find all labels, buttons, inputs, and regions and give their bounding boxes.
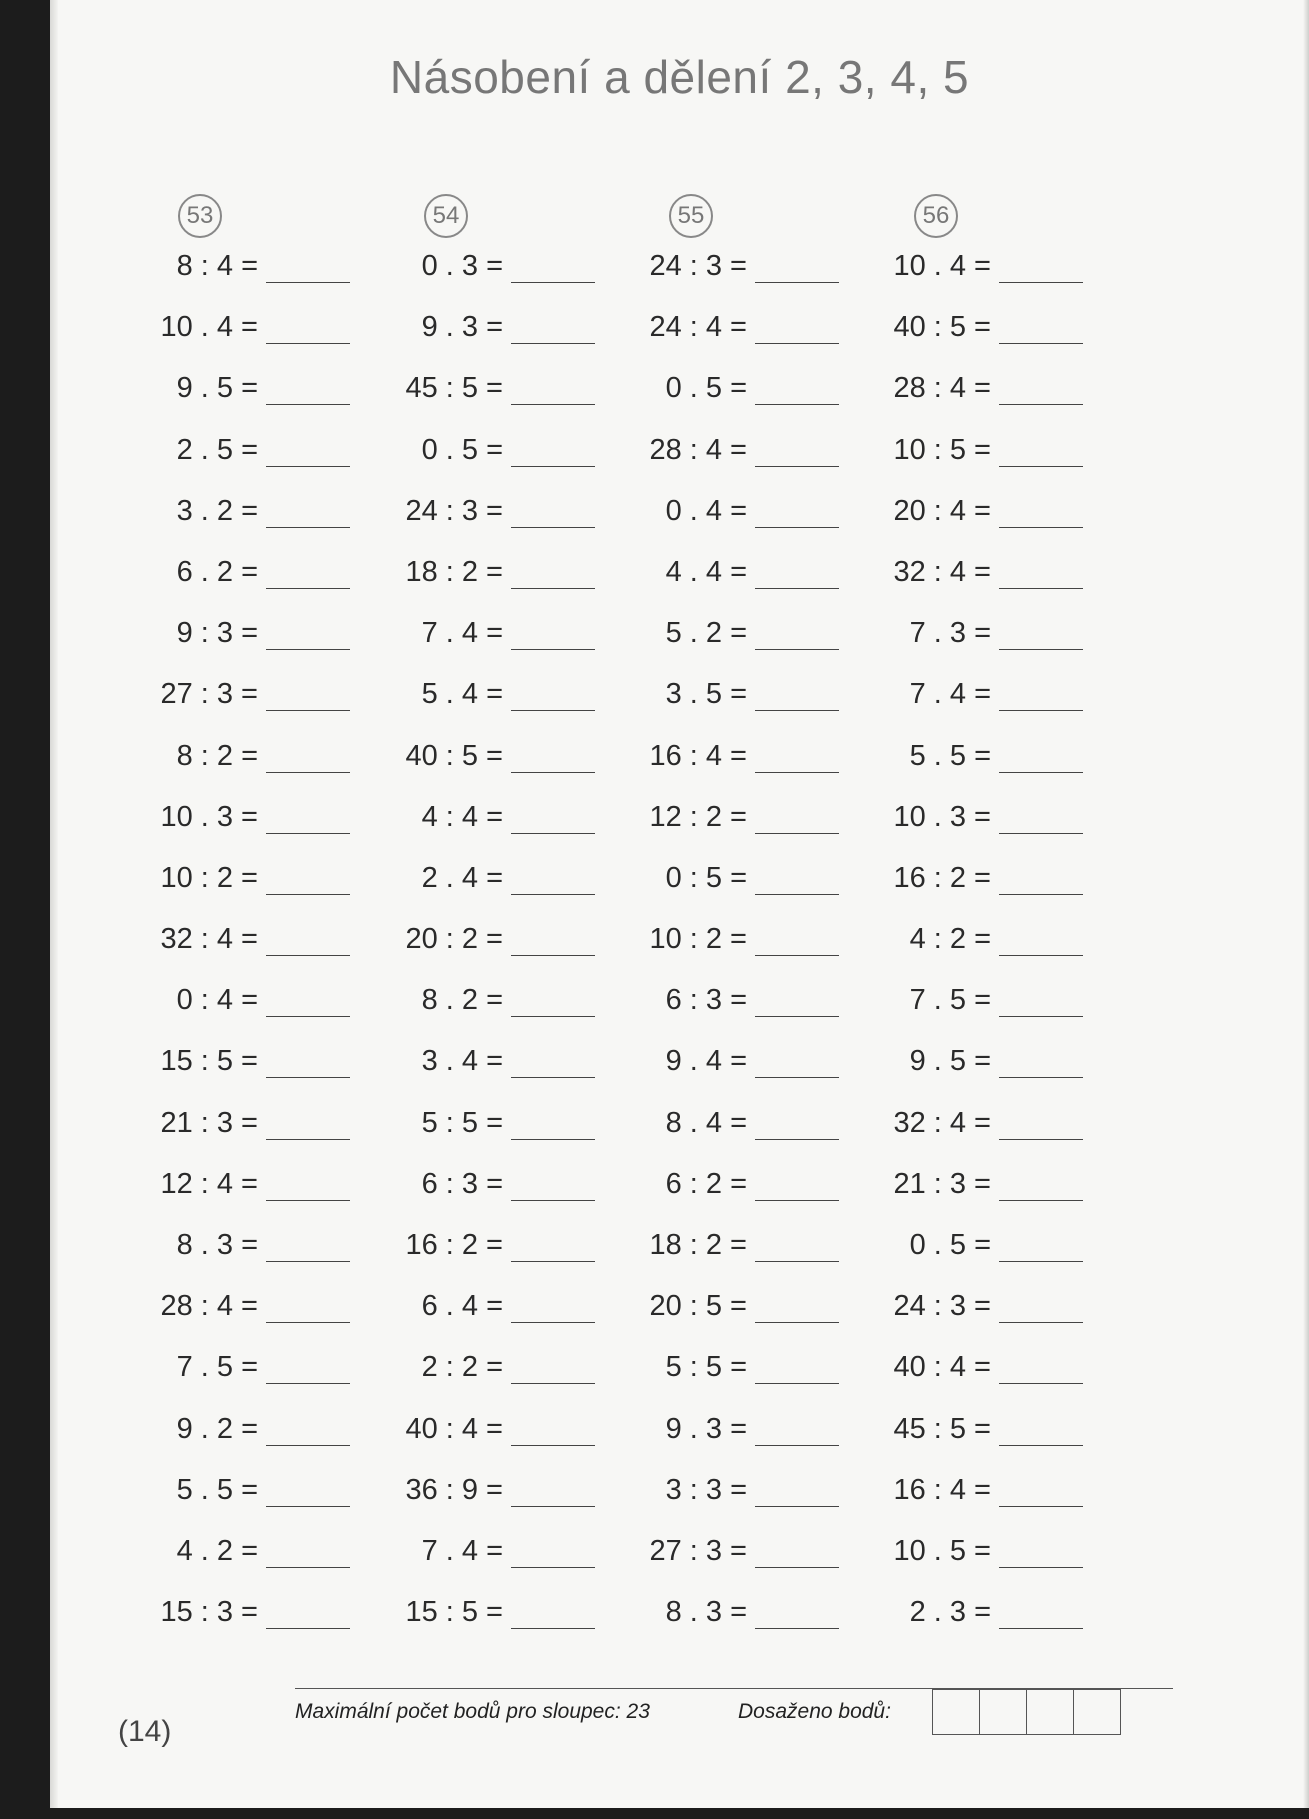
- problem-row: [145, 1164, 365, 1225]
- answer-blank[interactable]: [511, 710, 595, 711]
- answer-blank[interactable]: [511, 1139, 595, 1140]
- problem-row: [145, 1347, 365, 1408]
- answer-blank[interactable]: [999, 588, 1083, 589]
- problem-expression: 18 : 2 =: [649, 1229, 747, 1261]
- answer-blank[interactable]: [755, 466, 839, 467]
- problem-row: [635, 246, 855, 307]
- answer-blank[interactable]: [511, 588, 595, 589]
- problem-row: [635, 919, 855, 980]
- score-box[interactable]: [1074, 1689, 1121, 1735]
- problem-row: [145, 1592, 365, 1653]
- problem-row: [145, 1409, 365, 1470]
- problem-row: [880, 1164, 1100, 1225]
- problem-row: [390, 552, 610, 613]
- column-number-badge: 55: [669, 194, 713, 238]
- problem-row: [145, 1531, 365, 1592]
- problem-expression: 40 : 5 =: [893, 311, 991, 344]
- problem-expression: 4 . 4 =: [665, 555, 747, 588]
- answer-blank[interactable]: [999, 282, 1083, 283]
- problem-list: [390, 246, 610, 1653]
- answer-blank[interactable]: [266, 404, 350, 405]
- answer-blank[interactable]: [755, 527, 839, 528]
- answer-blank[interactable]: [999, 894, 1083, 895]
- answer-blank[interactable]: [511, 282, 595, 283]
- answer-blank[interactable]: [266, 1077, 350, 1078]
- answer-blank[interactable]: [511, 1261, 595, 1262]
- problem-row: [390, 1286, 610, 1347]
- answer-blank[interactable]: [266, 282, 350, 283]
- answer-blank[interactable]: [999, 1016, 1083, 1017]
- answer-blank[interactable]: [755, 343, 839, 344]
- problem-row: [880, 613, 1100, 674]
- problem-row: [390, 1347, 610, 1408]
- problem-row: [880, 797, 1100, 858]
- problem-expression: 45 : 5 =: [405, 372, 503, 405]
- problem-expression: 7 . 5 =: [909, 984, 991, 1017]
- answer-blank[interactable]: [511, 1628, 595, 1629]
- problem-row: [635, 368, 855, 429]
- problem-expression: 27 : 3 =: [160, 678, 258, 711]
- problem-expression: 5 : 5 =: [421, 1106, 503, 1139]
- problem-expression: 5 . 5 =: [909, 739, 991, 772]
- answer-blank[interactable]: [999, 1445, 1083, 1446]
- problem-expression: 9 . 5 =: [909, 1045, 991, 1078]
- problem-expression: 24 : 3 =: [649, 250, 747, 282]
- answer-blank[interactable]: [755, 649, 839, 650]
- answer-blank[interactable]: [266, 1383, 350, 1384]
- problem-row: [635, 491, 855, 552]
- problem-row: [390, 1041, 610, 1102]
- problem-expression: 0 . 5 =: [421, 433, 503, 466]
- column-number-badge: 53: [178, 194, 222, 238]
- problem-row: [145, 1041, 365, 1102]
- problem-row: [390, 919, 610, 980]
- problem-expression: 3 : 3 =: [665, 1473, 747, 1506]
- problem-row: [635, 736, 855, 797]
- problem-expression: 15 : 3 =: [160, 1596, 258, 1629]
- problem-expression: 7 . 4 =: [909, 678, 991, 711]
- answer-blank[interactable]: [266, 649, 350, 650]
- problem-row: [635, 1225, 855, 1286]
- answer-blank[interactable]: [511, 1383, 595, 1384]
- problem-expression: 16 : 4 =: [649, 739, 747, 772]
- problem-row: [145, 430, 365, 491]
- problem-expression: 20 : 2 =: [405, 923, 503, 956]
- page-left-edge: [50, 0, 58, 1808]
- problem-expression: 2 . 4 =: [421, 861, 503, 894]
- problem-row: [145, 858, 365, 919]
- problem-expression: 32 : 4 =: [160, 923, 258, 956]
- problem-row: [390, 307, 610, 368]
- problem-expression: 10 : 5 =: [893, 433, 991, 466]
- problem-row: [635, 613, 855, 674]
- answer-blank[interactable]: [755, 894, 839, 895]
- problem-expression: 8 . 3 =: [176, 1229, 258, 1261]
- answer-blank[interactable]: [999, 343, 1083, 344]
- problem-row: [390, 1592, 610, 1653]
- problem-expression: 9 . 4 =: [665, 1045, 747, 1078]
- problem-expression: 8 : 2 =: [176, 739, 258, 772]
- problem-row: [390, 1103, 610, 1164]
- answer-blank[interactable]: [266, 1261, 350, 1262]
- page-number: (14): [118, 1715, 172, 1748]
- problem-expression: 21 : 3 =: [160, 1106, 258, 1139]
- score-boxes: [932, 1689, 1121, 1735]
- answer-blank[interactable]: [511, 1322, 595, 1323]
- problem-row: [880, 1409, 1100, 1470]
- problem-expression: 40 : 4 =: [405, 1412, 503, 1445]
- answer-blank[interactable]: [755, 772, 839, 773]
- problem-row: [880, 491, 1100, 552]
- answer-blank[interactable]: [266, 527, 350, 528]
- problem-row: [390, 797, 610, 858]
- problem-row: [390, 1409, 610, 1470]
- problem-row: [145, 613, 365, 674]
- answer-blank[interactable]: [755, 1261, 839, 1262]
- problem-row: [145, 1470, 365, 1531]
- answer-blank[interactable]: [999, 1200, 1083, 1201]
- answer-blank[interactable]: [511, 1506, 595, 1507]
- answer-blank[interactable]: [999, 1567, 1083, 1568]
- problem-expression: 8 : 4 =: [176, 250, 258, 282]
- answer-blank[interactable]: [266, 955, 350, 956]
- answer-blank[interactable]: [266, 772, 350, 773]
- score-box[interactable]: [980, 1689, 1027, 1735]
- problem-expression: 10 . 3 =: [160, 800, 258, 833]
- answer-blank[interactable]: [999, 1077, 1083, 1078]
- problem-expression: 15 : 5 =: [405, 1596, 503, 1629]
- problem-expression: 20 : 5 =: [649, 1290, 747, 1323]
- problem-expression: 9 . 3 =: [665, 1412, 747, 1445]
- problem-row: [390, 1225, 610, 1286]
- answer-blank[interactable]: [511, 1567, 595, 1568]
- answer-blank[interactable]: [511, 1445, 595, 1446]
- problem-expression: 4 . 2 =: [176, 1534, 258, 1567]
- answer-blank[interactable]: [511, 649, 595, 650]
- problem-row: [390, 980, 610, 1041]
- problem-row: [145, 307, 365, 368]
- problem-expression: 40 : 4 =: [893, 1351, 991, 1384]
- answer-blank[interactable]: [999, 772, 1083, 773]
- problem-expression: 5 . 5 =: [176, 1473, 258, 1506]
- problem-row: [635, 1592, 855, 1653]
- answer-blank[interactable]: [755, 710, 839, 711]
- problem-expression: 9 : 3 =: [176, 617, 258, 650]
- problem-row: [390, 736, 610, 797]
- answer-blank[interactable]: [755, 1383, 839, 1384]
- answer-blank[interactable]: [755, 404, 839, 405]
- answer-blank[interactable]: [755, 1200, 839, 1201]
- column-number-badge: 54: [424, 194, 468, 238]
- page-title: Násobení a dělení 2, 3, 4, 5: [389, 51, 970, 103]
- answer-blank[interactable]: [999, 1383, 1083, 1384]
- problem-expression: 4 : 4 =: [421, 800, 503, 833]
- answer-blank[interactable]: [755, 1628, 839, 1629]
- problem-row: [145, 736, 365, 797]
- problem-row: [145, 246, 365, 307]
- problem-expression: 10 . 4 =: [160, 311, 258, 344]
- problem-expression: 10 . 3 =: [893, 800, 991, 833]
- problem-expression: 10 : 2 =: [649, 923, 747, 956]
- problem-row: [145, 797, 365, 858]
- problem-row: [635, 858, 855, 919]
- problem-expression: 9 . 2 =: [176, 1412, 258, 1445]
- problem-expression: 9 . 3 =: [421, 311, 503, 344]
- problem-row: [880, 1103, 1100, 1164]
- answer-blank[interactable]: [511, 955, 595, 956]
- problem-expression: 2 . 5 =: [176, 433, 258, 466]
- problem-expression: 0 . 4 =: [665, 494, 747, 527]
- problem-expression: 7 . 5 =: [176, 1351, 258, 1384]
- max-points-label: Maximální počet bodů pro sloupec: 23: [295, 1700, 650, 1723]
- answer-blank[interactable]: [266, 1139, 350, 1140]
- problem-expression: 2 . 3 =: [909, 1596, 991, 1629]
- answer-blank[interactable]: [999, 466, 1083, 467]
- problem-row: [145, 1103, 365, 1164]
- problem-expression: 0 : 5 =: [665, 861, 747, 894]
- problem-expression: 7 . 3 =: [909, 617, 991, 650]
- problem-expression: 12 : 4 =: [160, 1167, 258, 1200]
- answer-blank[interactable]: [266, 833, 350, 834]
- problem-expression: 24 : 4 =: [649, 311, 747, 344]
- problem-row: [390, 430, 610, 491]
- problem-expression: 3 . 2 =: [176, 494, 258, 527]
- answer-blank[interactable]: [999, 1628, 1083, 1629]
- problem-row: [880, 674, 1100, 735]
- problem-row: [880, 736, 1100, 797]
- problem-row: [880, 368, 1100, 429]
- problem-expression: 28 : 4 =: [649, 433, 747, 466]
- answer-blank[interactable]: [755, 1077, 839, 1078]
- problem-row: [880, 1286, 1100, 1347]
- answer-blank[interactable]: [266, 588, 350, 589]
- problem-row: [880, 980, 1100, 1041]
- problem-row: [145, 919, 365, 980]
- answer-blank[interactable]: [755, 1506, 839, 1507]
- problem-expression: 3 . 5 =: [665, 678, 747, 711]
- problem-expression: 0 . 5 =: [665, 372, 747, 405]
- problem-row: [145, 368, 365, 429]
- problem-row: [635, 552, 855, 613]
- answer-blank[interactable]: [266, 1200, 350, 1201]
- problem-expression: 10 . 5 =: [893, 1534, 991, 1567]
- problem-expression: 36 : 9 =: [405, 1473, 503, 1506]
- problem-expression: 18 : 2 =: [405, 555, 503, 588]
- problem-row: [880, 552, 1100, 613]
- problem-row: [880, 1041, 1100, 1102]
- answer-blank[interactable]: [755, 1139, 839, 1140]
- problem-expression: 16 : 2 =: [405, 1229, 503, 1261]
- problem-row: [390, 1470, 610, 1531]
- problem-row: [635, 1470, 855, 1531]
- problem-row: [390, 246, 610, 307]
- problem-expression: 5 . 4 =: [421, 678, 503, 711]
- problem-row: [880, 430, 1100, 491]
- problem-expression: 8 . 2 =: [421, 984, 503, 1017]
- problem-expression: 8 . 3 =: [665, 1596, 747, 1629]
- problem-expression: 24 : 3 =: [893, 1290, 991, 1323]
- problem-list: [635, 246, 855, 1653]
- problem-expression: 5 . 2 =: [665, 617, 747, 650]
- column-number-badge: 56: [914, 194, 958, 238]
- problem-list: [880, 246, 1100, 1653]
- problem-expression: 6 . 2 =: [176, 555, 258, 588]
- answer-blank[interactable]: [999, 1261, 1083, 1262]
- answer-blank[interactable]: [511, 404, 595, 405]
- problem-expression: 15 : 5 =: [160, 1045, 258, 1078]
- answer-blank[interactable]: [266, 894, 350, 895]
- problem-row: [880, 1225, 1100, 1286]
- problem-row: [145, 552, 365, 613]
- problem-row: [635, 1531, 855, 1592]
- problem-expression: 4 : 2 =: [909, 923, 991, 956]
- problem-row: [635, 1347, 855, 1408]
- problem-expression: 5 : 5 =: [665, 1351, 747, 1384]
- problem-row: [145, 980, 365, 1041]
- problem-row: [635, 1409, 855, 1470]
- problem-row: [145, 674, 365, 735]
- problem-row: [390, 674, 610, 735]
- answer-blank[interactable]: [511, 1016, 595, 1017]
- problem-expression: 21 : 3 =: [893, 1167, 991, 1200]
- problem-row: [145, 1286, 365, 1347]
- answer-blank[interactable]: [999, 1139, 1083, 1140]
- problem-row: [145, 1225, 365, 1286]
- problem-expression: 10 . 4 =: [893, 250, 991, 282]
- problem-row: [390, 613, 610, 674]
- problem-row: [880, 1470, 1100, 1531]
- problem-row: [635, 430, 855, 491]
- problem-expression: 6 : 2 =: [665, 1167, 747, 1200]
- answer-blank[interactable]: [511, 343, 595, 344]
- problem-expression: 27 : 3 =: [649, 1534, 747, 1567]
- answer-blank[interactable]: [511, 894, 595, 895]
- answer-blank[interactable]: [999, 1322, 1083, 1323]
- answer-blank[interactable]: [755, 833, 839, 834]
- answer-blank[interactable]: [511, 466, 595, 467]
- problem-expression: 7 . 4 =: [421, 1534, 503, 1567]
- answer-blank[interactable]: [999, 710, 1083, 711]
- answer-blank[interactable]: [511, 1077, 595, 1078]
- problem-row: [635, 1286, 855, 1347]
- problem-expression: 6 : 3 =: [421, 1167, 503, 1200]
- problem-row: [880, 1531, 1100, 1592]
- problem-row: [390, 1531, 610, 1592]
- problem-expression: 40 : 5 =: [405, 739, 503, 772]
- worksheet-page: [50, 0, 1309, 1808]
- problem-expression: 12 : 2 =: [649, 800, 747, 833]
- problem-expression: 28 : 4 =: [160, 1290, 258, 1323]
- answer-blank[interactable]: [999, 527, 1083, 528]
- problem-expression: 6 . 4 =: [421, 1290, 503, 1323]
- problem-row: [635, 1103, 855, 1164]
- problem-expression: 9 . 5 =: [176, 372, 258, 405]
- problem-expression: 28 : 4 =: [893, 372, 991, 405]
- answer-blank[interactable]: [266, 466, 350, 467]
- problem-row: [880, 1592, 1100, 1653]
- problem-row: [390, 368, 610, 429]
- answer-blank[interactable]: [266, 1628, 350, 1629]
- problem-row: [635, 797, 855, 858]
- problem-expression: 0 . 5 =: [909, 1229, 991, 1261]
- problem-row: [880, 858, 1100, 919]
- problem-expression: 0 . 3 =: [421, 250, 503, 282]
- answer-blank[interactable]: [755, 1322, 839, 1323]
- problem-row: [145, 491, 365, 552]
- answer-blank[interactable]: [999, 833, 1083, 834]
- answer-blank[interactable]: [755, 588, 839, 589]
- problem-expression: 45 : 5 =: [893, 1412, 991, 1445]
- score-box[interactable]: [932, 1689, 980, 1735]
- answer-blank[interactable]: [266, 1322, 350, 1323]
- problem-expression: 16 : 4 =: [893, 1473, 991, 1506]
- problem-expression: 7 . 4 =: [421, 617, 503, 650]
- answer-blank[interactable]: [755, 282, 839, 283]
- problem-expression: 6 : 3 =: [665, 984, 747, 1017]
- page-right-edge: [1303, 0, 1309, 1808]
- answer-blank[interactable]: [511, 1200, 595, 1201]
- answer-blank[interactable]: [999, 955, 1083, 956]
- answer-blank[interactable]: [999, 1506, 1083, 1507]
- problem-expression: 10 : 2 =: [160, 861, 258, 894]
- answer-blank[interactable]: [511, 772, 595, 773]
- problem-row: [390, 1164, 610, 1225]
- problem-expression: 8 . 4 =: [665, 1106, 747, 1139]
- problem-row: [880, 246, 1100, 307]
- answer-blank[interactable]: [999, 404, 1083, 405]
- problem-row: [635, 307, 855, 368]
- problem-row: [880, 1347, 1100, 1408]
- answer-blank[interactable]: [755, 1445, 839, 1446]
- answer-blank[interactable]: [266, 1506, 350, 1507]
- problem-expression: 16 : 2 =: [893, 861, 991, 894]
- achieved-points-label: Dosaženo bodů:: [738, 1700, 891, 1723]
- problem-row: [635, 674, 855, 735]
- answer-blank[interactable]: [266, 1567, 350, 1568]
- answer-blank[interactable]: [755, 1016, 839, 1017]
- answer-blank[interactable]: [266, 1445, 350, 1446]
- problem-row: [390, 858, 610, 919]
- problem-expression: 3 . 4 =: [421, 1045, 503, 1078]
- score-box[interactable]: [1027, 1689, 1074, 1735]
- problem-expression: 0 : 4 =: [176, 984, 258, 1017]
- problem-expression: 2 : 2 =: [421, 1351, 503, 1384]
- answer-blank[interactable]: [999, 649, 1083, 650]
- problem-expression: 20 : 4 =: [893, 494, 991, 527]
- problem-row: [880, 307, 1100, 368]
- problem-expression: 24 : 3 =: [405, 494, 503, 527]
- answer-blank[interactable]: [266, 710, 350, 711]
- problem-row: [635, 980, 855, 1041]
- problem-row: [880, 919, 1100, 980]
- answer-blank[interactable]: [755, 955, 839, 956]
- answer-blank[interactable]: [755, 1567, 839, 1568]
- answer-blank[interactable]: [511, 527, 595, 528]
- problem-row: [635, 1041, 855, 1102]
- answer-blank[interactable]: [266, 343, 350, 344]
- answer-blank[interactable]: [511, 833, 595, 834]
- problem-list: [145, 246, 365, 1653]
- problem-row: [635, 1164, 855, 1225]
- problem-expression: 32 : 4 =: [893, 555, 991, 588]
- answer-blank[interactable]: [266, 1016, 350, 1017]
- problem-expression: 32 : 4 =: [893, 1106, 991, 1139]
- problem-row: [390, 491, 610, 552]
